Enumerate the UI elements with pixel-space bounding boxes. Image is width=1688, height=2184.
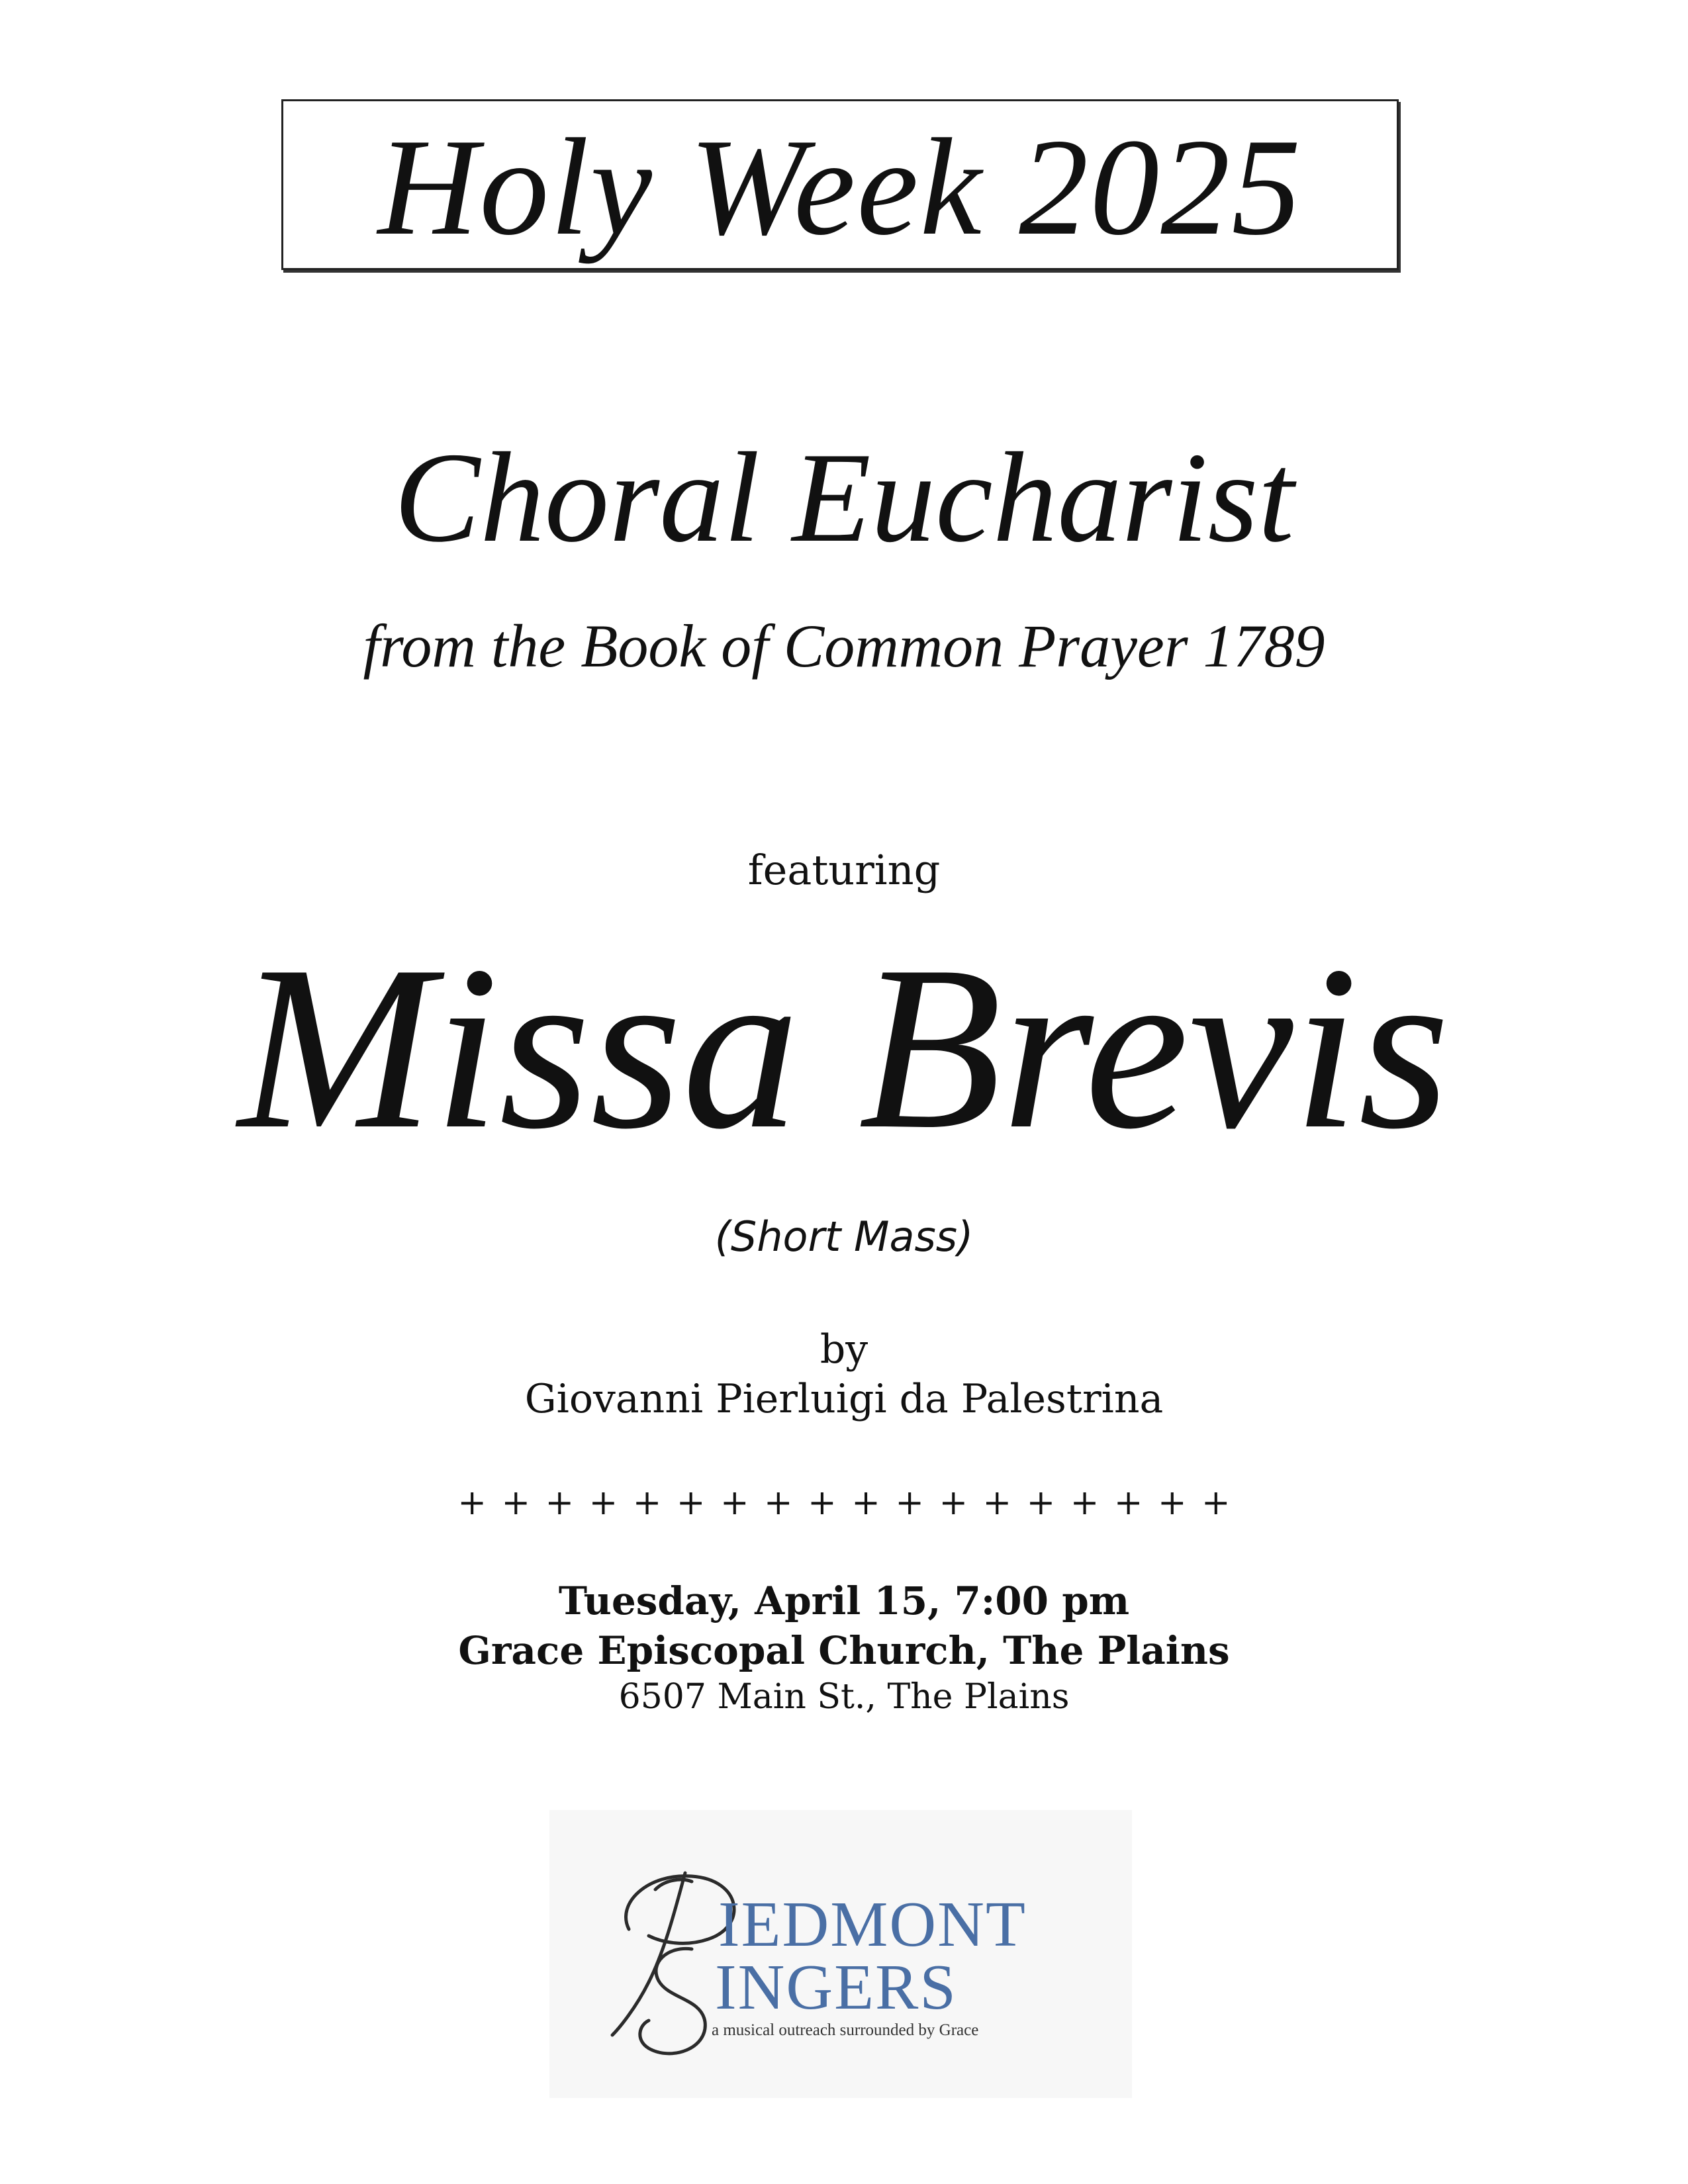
by-label: by bbox=[820, 1326, 868, 1373]
featuring-label: featuring bbox=[747, 846, 941, 894]
logo-graphic bbox=[549, 1810, 1132, 2098]
event-address: 6507 Main St., The Plains bbox=[618, 1677, 1070, 1717]
title-box bbox=[281, 99, 1399, 270]
work-title: Missa Brevis bbox=[238, 917, 1450, 1177]
event-venue: Grace Episcopal Church, The Plains bbox=[458, 1628, 1230, 1673]
service-source: from the Book of Common Prayer 1789 bbox=[363, 612, 1325, 680]
logo-line2: INGERS bbox=[715, 1952, 957, 2023]
cross-divider: + + + + + + + + + + + + + + + + + + bbox=[457, 1483, 1231, 1523]
logo-tagline: a musical outreach surrounded by Grace bbox=[712, 2021, 979, 2039]
page-title: Holy Week 2025 bbox=[377, 111, 1303, 264]
event-date-time: Tuesday, April 15, 7:00 pm bbox=[558, 1578, 1130, 1623]
service-name: Choral Eucharist bbox=[394, 426, 1294, 569]
piedmont-singers-logo bbox=[549, 1810, 1132, 2098]
composer-name: Giovanni Pierluigi da Palestrina bbox=[524, 1376, 1164, 1422]
logo-line1: IEDMONT bbox=[718, 1889, 1027, 1960]
work-subtitle: (Short Mass) bbox=[714, 1212, 974, 1261]
